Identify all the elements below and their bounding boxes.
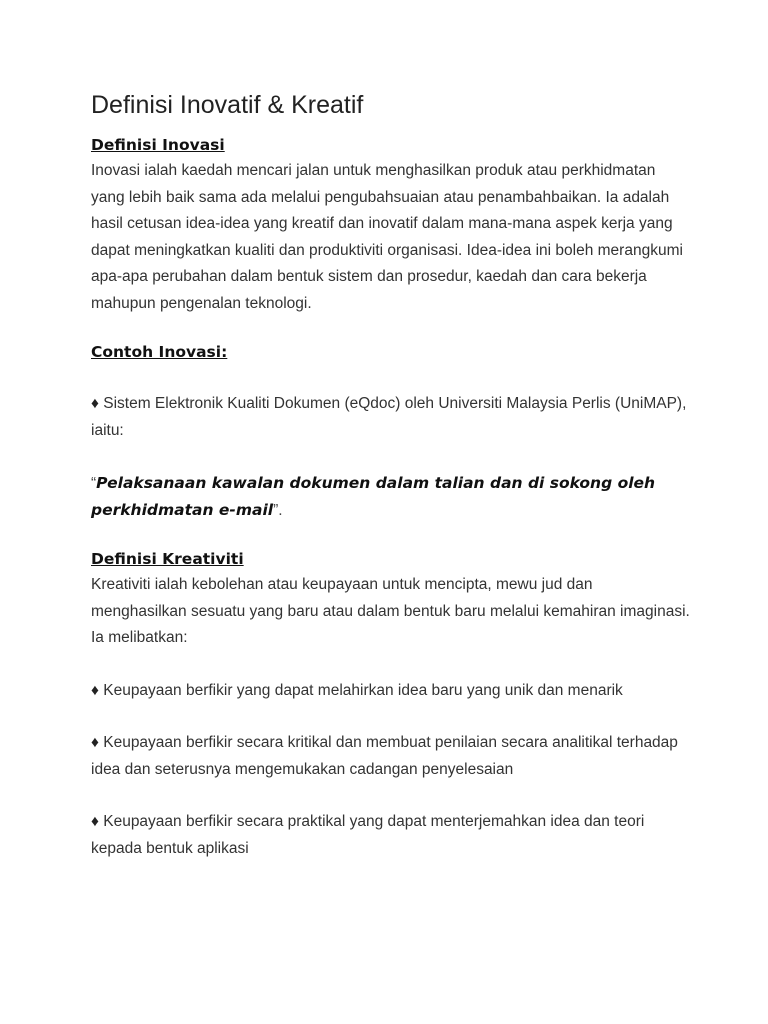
spacer [91, 783, 691, 809]
quote-close-mark: ”. [273, 502, 283, 519]
diamond-bullet-icon: ♦ [91, 681, 99, 699]
quote-text: Pelaksanaan kawalan dokumen dalam talian dan di sokong oleh perkhidmatan e-mail [91, 474, 656, 519]
spacer [91, 365, 691, 391]
spacer [91, 444, 691, 470]
list-item-text: Keupayaan berfikir yang dapat melahirkan idea baru yang unik dan menarik [103, 681, 623, 699]
quote-open-mark: “ [91, 475, 97, 492]
spacer [91, 524, 691, 546]
quote-eqdoc [91, 470, 691, 524]
list-item-kreativiti-2 [91, 730, 691, 783]
spacer [91, 704, 691, 730]
list-item-kreativiti-3 [91, 809, 691, 862]
list-item-text: Sistem Elektronik Kualiti Dokumen (eQdoc) oleh Universiti Malaysia Perlis (UniMAP), iaitu: [91, 395, 687, 439]
spacer [91, 317, 691, 339]
diamond-bullet-icon: ♦ [91, 734, 99, 751]
page-title: Definisi Inovatif & Kreatif [91, 91, 364, 119]
heading-definisi-kreativiti: Definisi Kreativiti [91, 550, 244, 568]
document-page [91, 88, 691, 862]
diamond-bullet-icon: ♦ [91, 813, 99, 830]
spacer [91, 652, 691, 678]
heading-contoh-inovasi: Contoh Inovasi: [91, 343, 228, 361]
list-item-text: Keupayaan berfikir secara praktikal yang dapat menterjemahkan idea dan teori kepada bentuk aplikasi [91, 813, 645, 857]
list-item-kreativiti-1 [91, 678, 691, 705]
list-item-text: Keupayaan berfikir secara kritikal dan membuat penilaian secara analitikal terhadap idea dan seterusnya mengemukakan cadangan penyelesaian [91, 734, 678, 778]
heading-definisi-inovasi: Definisi Inovasi [91, 136, 225, 154]
paragraph-definisi-kreativiti: Kreativiti ialah kebolehan atau keupayaan untuk mencipta, mewu jud dan menghasilkan sesuatu yang baru atau dalam bentuk baru melalui kemahiran imaginasi. Ia melibatkan: [91, 576, 690, 646]
list-item-eqdoc [91, 391, 691, 444]
paragraph-definisi-inovasi: Inovasi ialah kaedah mencari jalan untuk menghasilkan produk atau perkhidmatan yang lebih baik sama ada melalui pengubahsuaian atau penambahbaikan. Ia adalah hasil cetusan idea-idea yang kreatif dan inovatif dalam mana-mana aspek kerja yang dapat meningkatkan kualiti dan produktiviti organisasi. Idea-idea ini boleh merangkumi apa-apa perubahan dalam bentuk sistem dan prosedur, kaedah dan cara bekerja mahupun pengenalan teknologi. [91, 162, 683, 312]
diamond-bullet-icon: ♦ [91, 395, 99, 412]
